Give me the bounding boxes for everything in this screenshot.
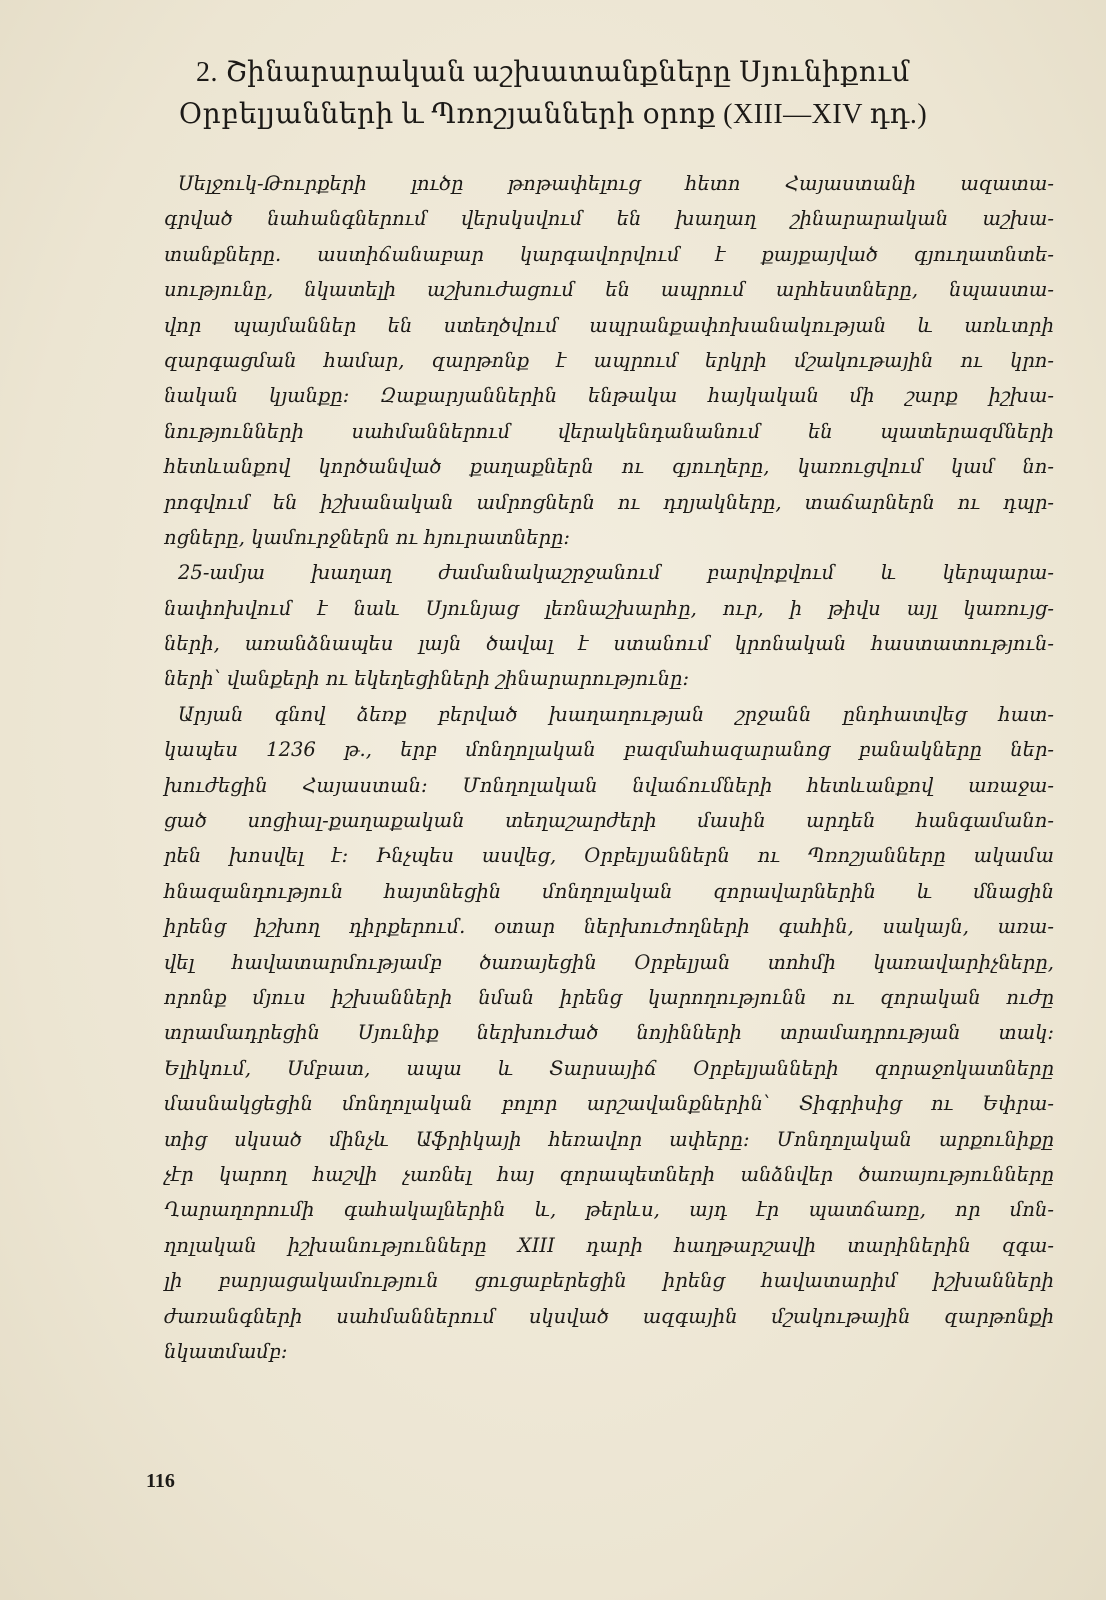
- text-line: տից սկսած մինչև Աֆրիկայի հեռավոր ափերը։ Մոնղոլական արքունիքը: [164, 1127, 1054, 1151]
- text-line: նությունների սահմաններում վերակենդանանում են պատերազմների: [164, 419, 1054, 443]
- text-line: իրենց իշխող դիրքերում. օտար ներխուժողների գահին, սակայն, առա-: [164, 915, 1054, 939]
- text-line: րեն խոսվել է։ Ինչպես ասվեց, Օրբելյաններն ու Պռոշյանները ակամա: [164, 844, 1054, 868]
- section-heading: [150, 52, 956, 136]
- body-text: [164, 166, 1054, 1369]
- text-line: ժառանգների սահմաններում սկսված ազգային մշակութային զարթոնքի: [164, 1304, 1054, 1328]
- text-line: չէր կարող հաշվի չառնել հայ զորապետների անձնվեր ծառայությունները: [164, 1162, 1054, 1186]
- text-line: Ելիկում, Սմբատ, ապա և Տարսայիճ Օրբելյանների զորաջոկատները: [164, 1056, 1054, 1080]
- text-line: վել հավատարմությամբ ծառայեցին Օրբելյան տոհմի կառավարիչները,: [164, 950, 1054, 974]
- text-line: մասնակցեցին մոնղոլական բոլոր արշավանքներին՝ Տիգրիսից ու Եփրա-: [164, 1092, 1054, 1116]
- text-line: նական կյանքը։ Զաքարյաններին ենթակա հայկական մի շարք իշխա-: [164, 384, 1054, 408]
- text-line: Արյան գնով ձեռք բերված խաղաղության շրջանն ընդհատվեց հատ-: [178, 702, 1054, 726]
- text-line: հետևանքով կործանված քաղաքներն ու գյուղերը, կառուցվում կամ նո-: [164, 455, 1054, 479]
- text-line: զարգացման համար, զարթոնք է ապրում երկրի մշակութային ու կրո-: [164, 348, 1054, 372]
- text-line: լի բարյացակամություն ցուցաբերեցին իրենց հավատարիմ իշխանների: [164, 1269, 1054, 1293]
- heading-line-1: 2. Շինարարական աշխատանքները Սյունիքում: [196, 57, 910, 88]
- text-line: տրամադրեցին Սյունիք ներխուժած նոյինների տրամադրության տակ։: [164, 1021, 1054, 1045]
- text-line: վոր պայմաններ են ստեղծվում ապրանքափոխանակության և առևտրի: [164, 313, 1054, 337]
- text-line: րոգվում են իշխանական ամրոցներն ու դղյակները, տաճարներն ու դպր-: [164, 490, 1054, 514]
- text-line: ների՝ վանքերի ու եկեղեցիների շինարարությունը։: [164, 667, 690, 691]
- text-line: տանքները. աստիճանաբար կարգավորվում է քայքայված գյուղատնտե-: [164, 242, 1054, 266]
- text-line: խուժեցին Հայաստան։ Մոնղոլական նվաճումների հետևանքով առաջա-: [164, 773, 1054, 797]
- text-line: Ղարաղորումի գահակալներին և, թերևս, այդ էր պատճառը, որ մոն-: [164, 1198, 1054, 1222]
- text-line: ղոլական իշխանությունները XIII դարի հաղթարշավի տարիներին զգա-: [164, 1233, 1054, 1257]
- heading-line-2: Օրբելյանների և Պռոշյանների օրոք (XIII—XIV դդ.): [178, 99, 928, 130]
- paragraph-3: [164, 697, 1054, 1369]
- text-line: ների, առանձնապես լայն ծավալ է ստանում կրոնական հաստատություն-: [164, 632, 1054, 656]
- text-line: Սելջուկ-Թուրքերի լուծը թոթափելուց հետո Հայաստանի ազատա-: [178, 172, 1054, 195]
- text-line: կապես 1236 թ., երբ մոնղոլական բազմահազարանոց բանակները ներ-: [164, 738, 1054, 762]
- text-line: որոնք մյուս իշխանների նման իրենց կարողությունն ու զորական ուժը: [164, 985, 1054, 1009]
- text-line: նկատմամբ։: [164, 1339, 288, 1363]
- text-line: նափոխվում է նաև Սյունյաց լեռնաշխարհը, ուր, ի թիվս այլ կառույց-: [164, 596, 1054, 620]
- text-line: սությունը, նկատելի աշխուժացում են ապրում արհեստները, նպաստա-: [164, 278, 1054, 302]
- page-number: 116: [146, 1470, 175, 1492]
- text-line: գրված նահանգներում վերսկսվում են խաղաղ շինարարական աշխա-: [164, 207, 1054, 231]
- text-line: 25-ամյա խաղաղ ժամանակաշրջանում բարվոքվում և կերպարա-: [178, 561, 1054, 585]
- text-line: ցած սոցիալ-քաղաքական տեղաշարժերի մասին արդեն հանգամանո-: [164, 809, 1054, 833]
- text-line: հնազանդություն հայտնեցին մոնղոլական զորավարներին և մնացին: [164, 879, 1054, 903]
- paragraph-2: [164, 555, 1054, 697]
- text-line: ոցները, կամուրջներն ու հյուրատները։: [164, 525, 571, 549]
- paragraph-1: [164, 166, 1054, 555]
